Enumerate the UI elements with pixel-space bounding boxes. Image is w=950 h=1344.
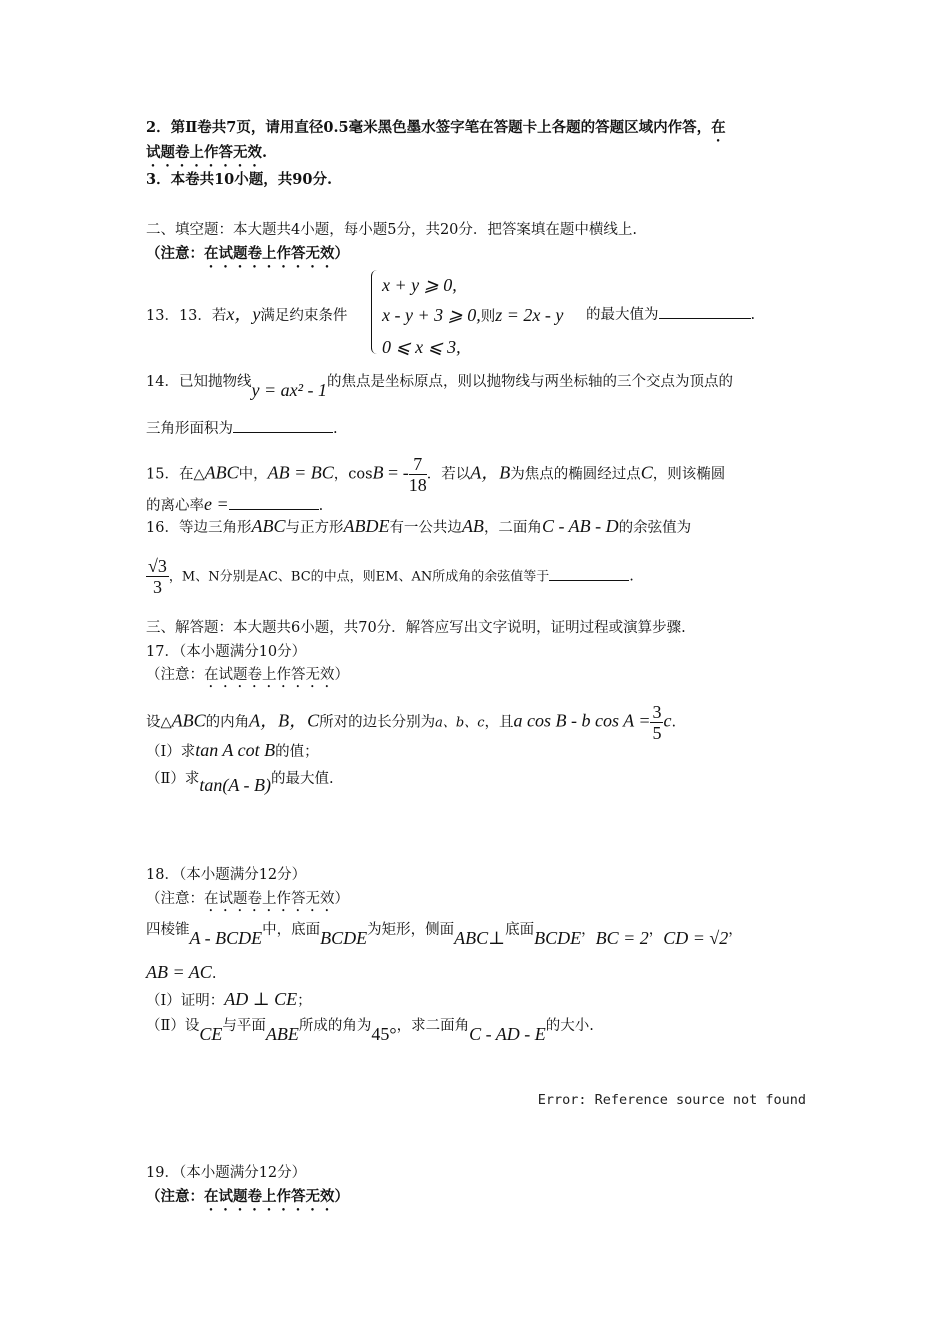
q19-title: 19．（本小题满分12分） [146,1165,307,1181]
q16-line2: $\frac{√3}{3}$ ，M、N分别是AC、BC的中点，则EM、AN所成角的余弦值等于 . [148,556,634,597]
q13-line: 13．13．若x，y满足约束条件 [146,304,348,324]
q18-statement-line2: AB = AC. [146,962,217,982]
q18-part2: （Ⅱ）设CE与平面ABE所成的角为45°，求二面角C - AD - E的大小. [146,1018,594,1044]
q15-answer-blank[interactable] [229,495,319,510]
q13-constraints [382,270,563,362]
reference-error: Error: Reference source not found [537,1092,806,1108]
q15-line2: 的离心率e = . [146,494,324,514]
q17-fraction: $\frac{3}{5}$ [652,702,662,743]
q18-title: 18．（本小题满分12分） [146,867,307,883]
q14-line2: 三角形面积为 . [146,418,338,439]
note-2-line1: 2．第Ⅱ卷共7页，请用直径0.5毫米黑色墨水签字笔在答题卡上各题的答题区域内作答，在 [146,119,726,136]
q13-constraint-3: 0 ⩽ x ⩽ 3, [382,337,461,357]
q15-line1: 15．在△ABC中，AB = BC，cosB = - $\frac{7}{18}$ ．若以A，B为焦点的椭圆经过点C，则该椭圆 [146,454,726,495]
q14-line1: 14．已知抛物线y = ax² - 1的焦点是坐标原点，则以抛物线与两坐标轴的三个交点为顶点的 [146,374,733,400]
q15-fraction: $\frac{7}{18}$ [408,454,427,495]
q13-brace [371,270,378,354]
section2-notice: （注意：在试题卷上作答无效） [146,245,349,262]
q13-tail: 的最大值为 . [586,304,755,325]
q17-part2: （Ⅱ）求tan(A - B)的最大值. [146,771,334,795]
q13-answer-blank[interactable] [659,304,751,319]
q17-statement: 设△ABC的内角A，B，C所对的边长分别为a、b、c，且a cos B - b cos A = $\frac{3}{5}$ c. [146,702,677,743]
q18-part1: （Ⅰ）证明：AD ⊥ CE； [146,989,312,1009]
q13-constraint-2: x - y + 3 ⩾ 0,则z = 2x - y [382,305,564,325]
q17-notice: （注意：在试题卷上作答无效） [146,667,349,683]
q16-answer-blank[interactable] [549,566,629,581]
section2-heading: 二、填空题：本大题共4小题，每小题5分，共20分．把答案填在题中横线上. [146,222,638,238]
q18-statement-line1: 四棱锥A - BCDE中，底面BCDE为矩形，侧面ABC⊥底面BCDE，BC = 2，CD = √2， [146,922,743,948]
q14-answer-blank[interactable] [233,418,333,433]
section3-heading: 三、解答题：本大题共6小题，共70分．解答应写出文字说明，证明过程或演算步骤. [146,620,686,636]
note-3: 3．本卷共10小题，共90分. [146,171,332,188]
q13-constraint-1: x + y ⩾ 0, [382,275,457,295]
q18-notice: （注意：在试题卷上作答无效） [146,891,349,907]
q17-title: 17．（本小题满分10分） [146,644,307,660]
q19-notice: （注意：在试题卷上作答无效） [146,1188,349,1205]
note-2-line2: 试题卷上作答无效. [146,144,268,161]
q16-fraction: $\frac{√3}{3}$ [148,556,167,597]
q16-line1: 16．等边三角形ABC与正方形ABDE有一公共边AB，二面角C - AB - D的余弦值为 [146,516,692,536]
q17-part1: （Ⅰ）求tan A cot B的值； [146,740,319,760]
